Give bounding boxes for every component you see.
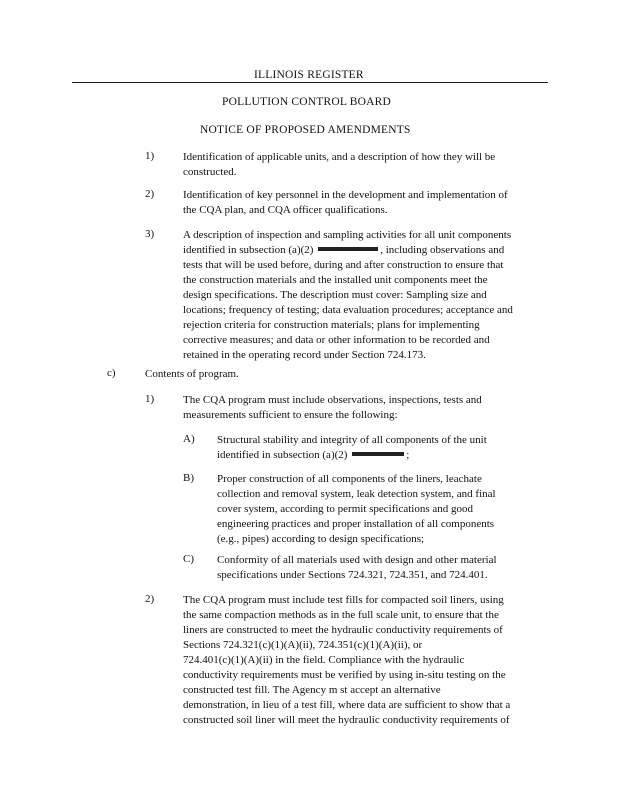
subitem-A-text <box>217 433 487 463</box>
text-line: collection and removal system, leak detection system, and final <box>217 488 496 500</box>
text-line: constructed test fill. The Agency m st accept an alternative <box>183 684 441 696</box>
text-line: A description of inspection and sampling activities for all unit components <box>183 229 512 241</box>
text-line: liners are constructed to meet the hydraulic conductivity requirements of <box>183 624 503 636</box>
item-label-c2: 2) <box>145 593 155 605</box>
text-line: cover system, according to permit specifications and good <box>217 503 473 515</box>
text-line-with-redaction <box>217 448 487 463</box>
item-c2-text <box>183 593 510 728</box>
subitem-B-text <box>217 472 496 547</box>
item-label-3: 3) <box>145 228 155 240</box>
text-line: constructed soil liner will meet the hydraulic conductivity requirements of <box>183 714 510 726</box>
text-line: constructed. <box>183 166 237 178</box>
section-c-title: Contents of program. <box>145 368 239 380</box>
register-title: ILLINOIS REGISTER <box>254 69 364 81</box>
text-fragment: identified in subsection (a)(2) <box>217 449 348 461</box>
text-line: (e.g., pipes) according to design specifications; <box>217 533 425 545</box>
text-line: retained in the operating record under Section 724.173. <box>183 349 426 361</box>
text-line: rejection criteria for construction materials; plans for implementing <box>183 319 480 331</box>
text-line: the construction materials and the installed unit components meet the <box>183 274 488 286</box>
text-line: Sections 724.321(c)(1)(A)(ii), 724.351(c)(1)(A)(ii), or <box>183 639 423 651</box>
text-line: conductivity requirements must be verified by using in-situ testing on the <box>183 669 506 681</box>
section-label-c: c) <box>107 367 116 379</box>
text-line: specifications under Sections 724.321, 724.351, and 724.401. <box>217 569 488 581</box>
item-2-text <box>183 188 508 218</box>
text-fragment: identified in subsection (a)(2) <box>183 244 314 256</box>
notice-title: NOTICE OF PROPOSED AMENDMENTS <box>200 124 411 136</box>
text-fragment: , including observations and <box>380 244 505 256</box>
text-line: corrective measures; and data or other information to be recorded and <box>183 334 490 346</box>
subitem-label-A: A) <box>183 433 195 445</box>
text-line: the CQA plan, and CQA officer qualifications. <box>183 204 388 216</box>
text-line: measurements sufficient to ensure the following: <box>183 409 398 421</box>
redaction-mark <box>352 452 404 456</box>
subitem-label-C: C) <box>183 553 194 565</box>
item-c1-text <box>183 393 482 423</box>
header-rule-left <box>72 82 174 83</box>
item-label-1: 1) <box>145 150 155 162</box>
item-label-2: 2) <box>145 188 155 200</box>
board-title: POLLUTION CONTROL BOARD <box>222 96 392 108</box>
redaction-mark <box>318 247 378 251</box>
text-line: Structural stability and integrity of all components of the unit <box>217 434 487 446</box>
subitem-C-text <box>217 553 497 583</box>
text-line: locations; frequency of testing; data evaluation procedures; acceptance and <box>183 304 513 316</box>
text-line: The CQA program must include observations, inspections, tests and <box>183 394 482 406</box>
text-line: Proper construction of all components of the liners, leachate <box>217 473 482 485</box>
text-line: Conformity of all materials used with design and other material <box>217 554 497 566</box>
text-line: Identification of applicable units, and a description of how they will be <box>183 151 496 163</box>
text-line: the same compaction methods as in the full scale unit, to ensure that the <box>183 609 499 621</box>
item-1-text <box>183 150 495 180</box>
item-3-text <box>183 228 513 363</box>
subitem-label-B: B) <box>183 472 194 484</box>
text-line: The CQA program must include test fills for compacted soil liners, using <box>183 594 504 606</box>
header-rule-right <box>174 82 548 83</box>
item-label-c1: 1) <box>145 393 155 405</box>
text-line: engineering practices and proper installation of all components <box>217 518 495 530</box>
text-fragment: ; <box>406 449 410 461</box>
text-line: tests that will be used before, during and after construction to ensure that <box>183 259 504 271</box>
text-line: Identification of key personnel in the development and implementation of <box>183 189 508 201</box>
text-line: demonstration, in lieu of a test fill, where data are sufficient to show that a <box>183 699 511 711</box>
text-line-with-redaction <box>183 243 513 258</box>
text-line: 724.401(c)(1)(A)(ii) in the field. Compliance with the hydraulic <box>183 654 465 666</box>
text-line: design specifications. The description must cover: Sampling size and <box>183 289 487 301</box>
